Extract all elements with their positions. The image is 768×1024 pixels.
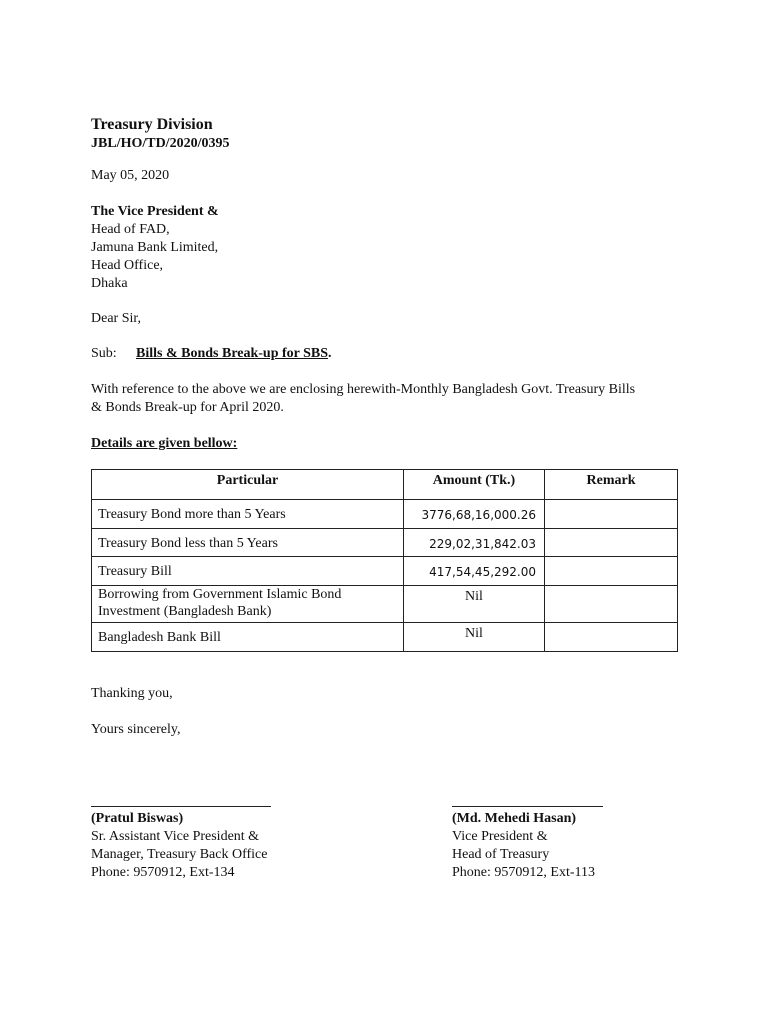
cell-amount: Nil [404,623,545,652]
body-paragraph [91,381,635,417]
recipient-line: Head of FAD, [91,222,170,237]
cell-particular: Bangladesh Bank Bill [92,623,404,652]
subject-line [136,345,332,363]
signatory-designation: Manager, Treasury Back Office [91,847,268,862]
cell-remark [545,557,678,586]
body-line: & Bonds Break-up for April 2020. [91,400,284,415]
details-table [91,469,678,652]
signatory-name: (Md. Mehedi Hasan) [452,811,577,826]
closing-thanks: Thanking you, [91,686,173,701]
cell-particular-line: Investment (Bangladesh Bank) [98,604,272,619]
cell-amount: 3776,68,16,000.26 [404,500,545,529]
subject-label: Sub: [91,346,117,361]
body-line: With reference to the above we are enclosing herewith-Monthly Bangladesh Govt. Treasury Bills [91,382,636,397]
cell-particular: Treasury Bond less than 5 Years [92,529,404,557]
cell-amount: 229,02,31,842.03 [404,529,545,557]
closing-sincerely: Yours sincerely, [91,722,181,737]
recipient-title: The Vice President & [91,204,219,219]
table-row [92,500,678,529]
cell-remark [545,500,678,529]
letter-date: May 05, 2020 [91,168,170,183]
signature-line-left [91,806,271,807]
cell-remark [545,623,678,652]
table-row [92,529,678,557]
salutation: Dear Sir, [91,311,141,326]
signatory-designation: Sr. Assistant Vice President & [91,829,260,844]
signatory-left [91,810,267,882]
cell-particular: Treasury Bond more than 5 Years [92,500,404,529]
cell-amount: Nil [404,586,545,623]
signature-line-right [452,806,603,807]
table-row [92,623,678,652]
signatory-designation: Head of Treasury [452,847,550,862]
signatory-right [452,810,595,882]
table-row [92,586,678,623]
signatory-phone: Phone: 9570912, Ext-134 [91,865,235,880]
details-heading: Details are given bellow: [91,436,238,451]
signatory-name: (Pratul Biswas) [91,811,184,826]
table-header-row [92,470,678,500]
recipient-line: Head Office, [91,258,164,273]
recipient-line: Dhaka [91,276,128,291]
cell-particular: Treasury Bill [92,557,404,586]
subject-text: Bills & Bonds Break-up for SBS [136,346,329,361]
cell-remark [545,529,678,557]
table-row [92,557,678,586]
cell-remark [545,586,678,623]
subject-period: . [328,346,332,361]
header-particular: Particular [92,470,404,500]
division-title: Treasury Division [91,116,213,133]
header-remark: Remark [545,470,678,500]
reference-number: JBL/HO/TD/2020/0395 [91,136,230,151]
recipient-block [91,203,219,293]
cell-particular-line: Borrowing from Government Islamic Bond [98,587,342,602]
signatory-designation: Vice President & [452,829,548,844]
recipient-line: Jamuna Bank Limited, [91,240,219,255]
cell-particular [92,586,404,623]
cell-amount: 417,54,45,292.00 [404,557,545,586]
header-amount: Amount (Tk.) [404,470,545,500]
signatory-phone: Phone: 9570912, Ext-113 [452,865,595,880]
